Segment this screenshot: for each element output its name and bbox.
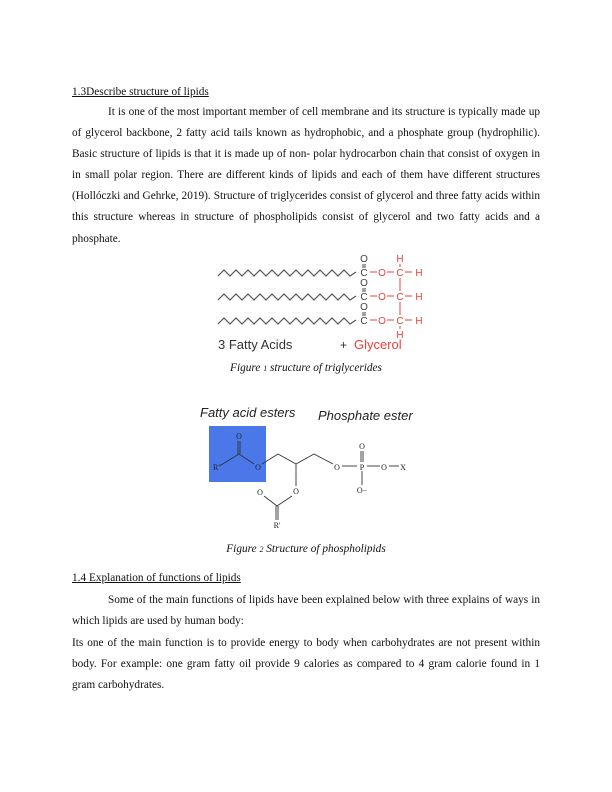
svg-text:O: O [360,302,368,313]
section-heading-1-3: 1.3Describe structure of lipids [72,86,209,98]
svg-text:R': R' [273,521,281,530]
svg-text:O: O [381,463,387,472]
fatty-acid-chains-icon [218,270,356,324]
svg-text:O: O [257,488,263,497]
svg-text:H: H [396,254,404,265]
glycerol-molecule-icon [370,254,423,341]
svg-text:O: O [334,463,340,472]
paragraph-functions-intro: Some of the main functions of lipids have been explained below with three explains of ways in which lipids are used by human body: [72,594,540,628]
svg-text:O: O [293,487,299,496]
svg-text:H: H [396,330,404,341]
svg-text:C: C [396,292,404,303]
fatty-acids-label: 3 Fatty Acids [218,337,293,352]
paragraph-lipid-structure: It is one of the most important member of cell membrane and its structure is typically made up of glycerol backbone, 2 fatty acid tails known as hydrophobic, and a phosphate group (hydrophilic). Basic structure of lipids is that it is made up of non- polar hydrocarbon chain that consist of oxygen in in small polar region. There are different kinds of lipids and each of them have different structures (Hollóczki and Gehrke, 2019). Structure of triglycerides consist of glycerol and three fatty acids within this structure whereas in structure of phospholipids consist of glycerol and two fatty acids and a phosphate. [72,106,540,245]
figure-2-caption: Figure 2 Structure of phospholipids [226,543,386,555]
triglyceride-structure-figure [214,254,434,352]
svg-text:X: X [400,463,406,472]
svg-text:O: O [378,316,386,327]
svg-text:O: O [378,268,386,279]
svg-text:H: H [415,292,423,303]
svg-text:C: C [396,316,404,327]
svg-text:O: O [360,254,368,265]
glycerol-label: Glycerol [354,337,402,352]
svg-text:O: O [378,292,386,303]
section-heading-1-4: 1.4 Explanation of functions of lipids [72,572,241,584]
svg-text:O: O [360,278,368,289]
svg-text:C: C [360,268,368,279]
svg-text:R'': R'' [213,463,222,472]
fatty-acid-esters-label: Fatty acid esters [200,405,296,420]
svg-text:C: C [396,268,404,279]
svg-text:O: O [236,432,242,441]
svg-text:H: H [415,268,423,279]
phosphate-ester-label: Phosphate ester [318,408,413,423]
paragraph-energy-function: Its one of the main function is to provide energy to body when carbohydrates are not present within body. For example: one gram fatty oil provide 9 calories as compared to 4 gram calorie found in 1 gram carbohydrates. [72,637,540,692]
svg-text:P: P [359,463,365,472]
svg-text:C: C [360,292,368,303]
svg-text:C: C [360,316,368,327]
svg-text:O: O [255,463,261,472]
svg-text:O: O [359,442,365,451]
phospholipid-structure-figure [196,400,426,532]
figure-1-caption: Figure 1 structure of triglycerides [230,362,382,374]
svg-text:H: H [415,316,423,327]
plus-sign: + [340,338,348,352]
svg-text:O−: O− [356,486,368,495]
